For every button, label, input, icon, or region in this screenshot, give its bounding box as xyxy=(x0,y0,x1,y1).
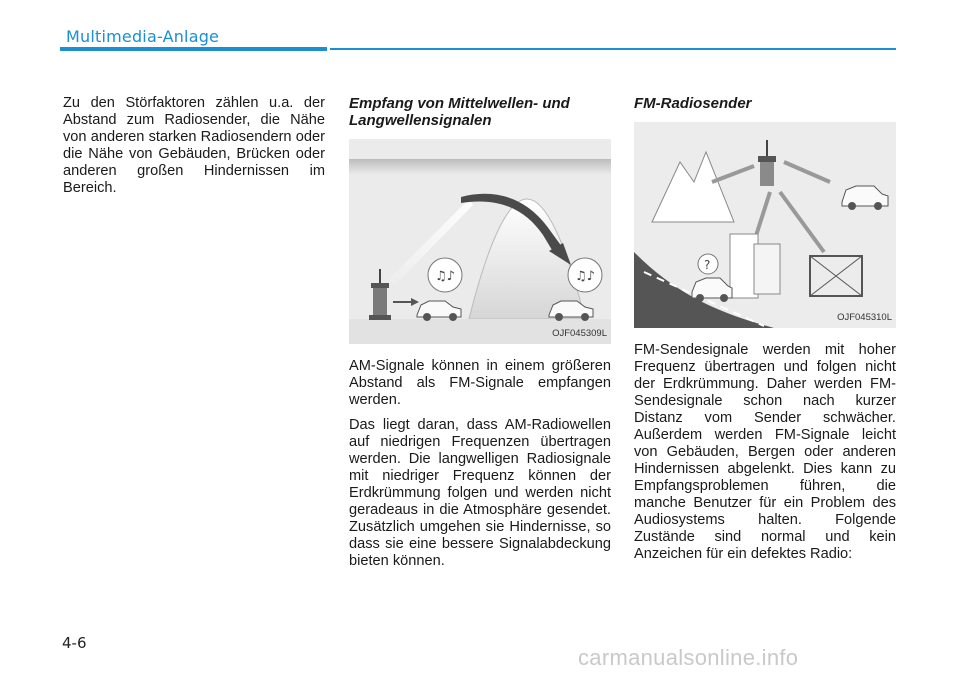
fm-figure xyxy=(634,122,896,328)
header-rule-thin xyxy=(330,48,896,50)
am-illustration xyxy=(349,139,611,344)
music-bubble-icon-right xyxy=(568,258,602,292)
watermark: carmanualsonline.info xyxy=(578,645,799,670)
column-right xyxy=(634,95,896,571)
figure-code: OJF045309L xyxy=(552,328,607,339)
figure-code: OJF045310L xyxy=(837,312,892,323)
svg-text:♫♪: ♫♪ xyxy=(575,269,595,284)
am-figure xyxy=(349,139,611,344)
column-middle xyxy=(349,95,611,578)
am-heading: Empfang von Mittelwellen- und Langwellensignalen xyxy=(349,95,570,129)
fm-illustration xyxy=(634,122,896,328)
column-left xyxy=(63,95,325,205)
ionosphere-band xyxy=(349,159,611,175)
header-rule-thick xyxy=(60,47,327,51)
am-paragraph-1: AM-Signale können in einem größeren Abstand als FM-Signale empfangen werden. xyxy=(349,358,611,408)
page-number: 4-6 xyxy=(62,634,87,652)
svg-text:♫♪: ♫♪ xyxy=(435,269,455,284)
intro-paragraph: Zu den Störfaktoren zählen u.a. der Abstand zum Radiosender, die Nähe von anderen starken Radiosendern oder die Nähe von Gebäuden, Brücken oder anderen großen Hindernissen im Bereich. xyxy=(63,95,325,196)
section-title: Multimedia-Anlage xyxy=(66,27,220,46)
am-paragraph-2: Das liegt daran, dass AM-Radiowellen auf niedrigen Frequenzen übertragen werden. Die langwelligen Radiosignale mit niedriger Frequenz können der Erdkrümmung folgen und werden nicht geradeaus in die Atmosphäre gesendet. Zusätzlich umgehen sie Hindernisse, so dass sie eine bessere Signalabdeckung bieten können. xyxy=(349,417,611,569)
music-bubble-icon xyxy=(428,258,462,292)
fm-paragraph-1: FM-Sendesignale werden mit hoher Frequenz übertragen und folgen nicht der Erdkrümmung. Daher werden FM-Sendesignale schon nach kurzer Distanz vom Sender schwächer. Außerdem werden FM-Signale leicht von Gebäuden, Bergen oder anderen Hindernissen abgelenkt. Dies kann zu Empfangsproblemen führen, die manche Benutzer für ein Problem des Audiosystems halten. Folgende Zustände sind normal und kein Anzeichen für ein defektes Radio: xyxy=(634,342,896,562)
buildings-icon xyxy=(730,234,780,298)
question-bubble-icon xyxy=(698,254,718,274)
svg-text:?: ? xyxy=(704,258,711,272)
fm-heading: FM-Radiosender xyxy=(634,95,752,112)
